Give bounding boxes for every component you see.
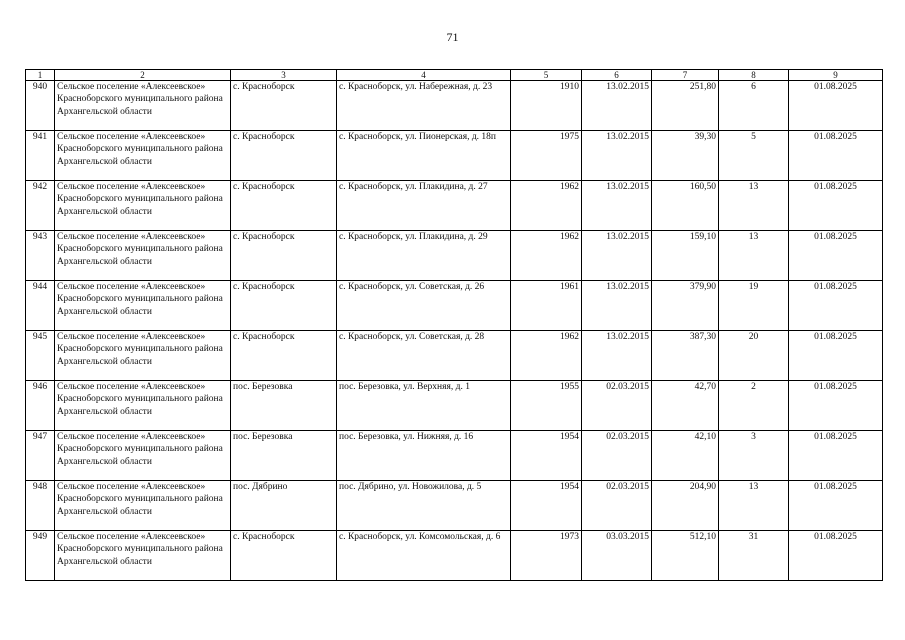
relocation-deadline: 01.08.2025 [789,531,883,581]
locality: с. Красноборск [231,331,337,381]
table-row [26,331,883,381]
table-row [26,281,883,331]
column-header: 1 [26,70,55,81]
area: 159,10 [652,231,719,281]
year-built: 1962 [511,181,582,231]
row-number: 944 [26,281,55,331]
column-header: 2 [55,70,231,81]
area: 39,30 [652,131,719,181]
area: 160,50 [652,181,719,231]
locality: с. Красноборск [231,231,337,281]
relocation-deadline: 01.08.2025 [789,131,883,181]
table-row [26,381,883,431]
recognition-date: 13.02.2015 [582,281,652,331]
address: с. Красноборск, ул. Комсомольская, д. 6 [337,531,511,581]
year-built: 1910 [511,81,582,131]
table-row [26,431,883,481]
column-header: 6 [582,70,652,81]
housing-registry-table [25,69,883,581]
column-header: 3 [231,70,337,81]
recognition-date: 02.03.2015 [582,431,652,481]
residents-count: 19 [719,281,789,331]
locality: пос. Березовка [231,431,337,481]
residents-count: 31 [719,531,789,581]
area: 387,30 [652,331,719,381]
address: пос. Березовка, ул. Верхняя, д. 1 [337,381,511,431]
address: с. Красноборск, ул. Советская, д. 26 [337,281,511,331]
relocation-deadline: 01.08.2025 [789,431,883,481]
area: 379,90 [652,281,719,331]
municipality-name: Сельское поселение «Алексеевское» Красноборского муниципального района Архангельской области [55,81,231,131]
row-number: 949 [26,531,55,581]
recognition-date: 13.02.2015 [582,231,652,281]
year-built: 1962 [511,331,582,381]
area: 204,90 [652,481,719,531]
locality: с. Красноборск [231,81,337,131]
residents-count: 13 [719,231,789,281]
year-built: 1954 [511,481,582,531]
relocation-deadline: 01.08.2025 [789,81,883,131]
year-built: 1962 [511,231,582,281]
residents-count: 3 [719,431,789,481]
residents-count: 2 [719,381,789,431]
relocation-deadline: 01.08.2025 [789,381,883,431]
municipality-name: Сельское поселение «Алексеевское» Красноборского муниципального района Архангельской области [55,381,231,431]
table-row [26,531,883,581]
relocation-deadline: 01.08.2025 [789,181,883,231]
column-header: 8 [719,70,789,81]
municipality-name: Сельское поселение «Алексеевское» Красноборского муниципального района Архангельской области [55,531,231,581]
locality: с. Красноборск [231,131,337,181]
recognition-date: 13.02.2015 [582,131,652,181]
column-header: 9 [789,70,883,81]
locality: с. Красноборск [231,531,337,581]
residents-count: 13 [719,181,789,231]
address: с. Красноборск, ул. Плакидина, д. 27 [337,181,511,231]
address: пос. Дябрино, ул. Новожилова, д. 5 [337,481,511,531]
municipality-name: Сельское поселение «Алексеевское» Красноборского муниципального района Архангельской области [55,181,231,231]
relocation-deadline: 01.08.2025 [789,231,883,281]
municipality-name: Сельское поселение «Алексеевское» Красноборского муниципального района Архангельской области [55,331,231,381]
residents-count: 20 [719,331,789,381]
column-number-row [26,70,883,81]
year-built: 1954 [511,431,582,481]
locality: с. Красноборск [231,181,337,231]
recognition-date: 03.03.2015 [582,531,652,581]
year-built: 1961 [511,281,582,331]
residents-count: 13 [719,481,789,531]
table-row [26,181,883,231]
municipality-name: Сельское поселение «Алексеевское» Красноборского муниципального района Архангельской области [55,231,231,281]
relocation-deadline: 01.08.2025 [789,481,883,531]
page-number: 71 [446,30,459,44]
row-number: 947 [26,431,55,481]
area: 42,10 [652,431,719,481]
locality: пос. Березовка [231,381,337,431]
recognition-date: 02.03.2015 [582,481,652,531]
address: с. Красноборск, ул. Плакидина, д. 29 [337,231,511,281]
table-row [26,81,883,131]
year-built: 1975 [511,131,582,181]
row-number: 941 [26,131,55,181]
municipality-name: Сельское поселение «Алексеевское» Красноборского муниципального района Архангельской области [55,431,231,481]
table-row [26,481,883,531]
relocation-deadline: 01.08.2025 [789,281,883,331]
recognition-date: 02.03.2015 [582,381,652,431]
address: с. Красноборск, ул. Набережная, д. 23 [337,81,511,131]
locality: пос. Дябрино [231,481,337,531]
area: 251,80 [652,81,719,131]
row-number: 946 [26,381,55,431]
address: с. Красноборск, ул. Пионерская, д. 18п [337,131,511,181]
row-number: 945 [26,331,55,381]
row-number: 942 [26,181,55,231]
year-built: 1955 [511,381,582,431]
municipality-name: Сельское поселение «Алексеевское» Красноборского муниципального района Архангельской области [55,481,231,531]
row-number: 940 [26,81,55,131]
year-built: 1973 [511,531,582,581]
recognition-date: 13.02.2015 [582,331,652,381]
residents-count: 6 [719,81,789,131]
recognition-date: 13.02.2015 [582,181,652,231]
table-row [26,131,883,181]
address: с. Красноборск, ул. Советская, д. 28 [337,331,511,381]
column-header: 4 [337,70,511,81]
area: 512,10 [652,531,719,581]
relocation-deadline: 01.08.2025 [789,331,883,381]
municipality-name: Сельское поселение «Алексеевское» Красноборского муниципального района Архангельской области [55,131,231,181]
residents-count: 5 [719,131,789,181]
address: пос. Березовка, ул. Нижняя, д. 16 [337,431,511,481]
row-number: 943 [26,231,55,281]
column-header: 7 [652,70,719,81]
area: 42,70 [652,381,719,431]
municipality-name: Сельское поселение «Алексеевское» Красноборского муниципального района Архангельской области [55,281,231,331]
table-row [26,231,883,281]
recognition-date: 13.02.2015 [582,81,652,131]
locality: с. Красноборск [231,281,337,331]
row-number: 948 [26,481,55,531]
column-header: 5 [511,70,582,81]
